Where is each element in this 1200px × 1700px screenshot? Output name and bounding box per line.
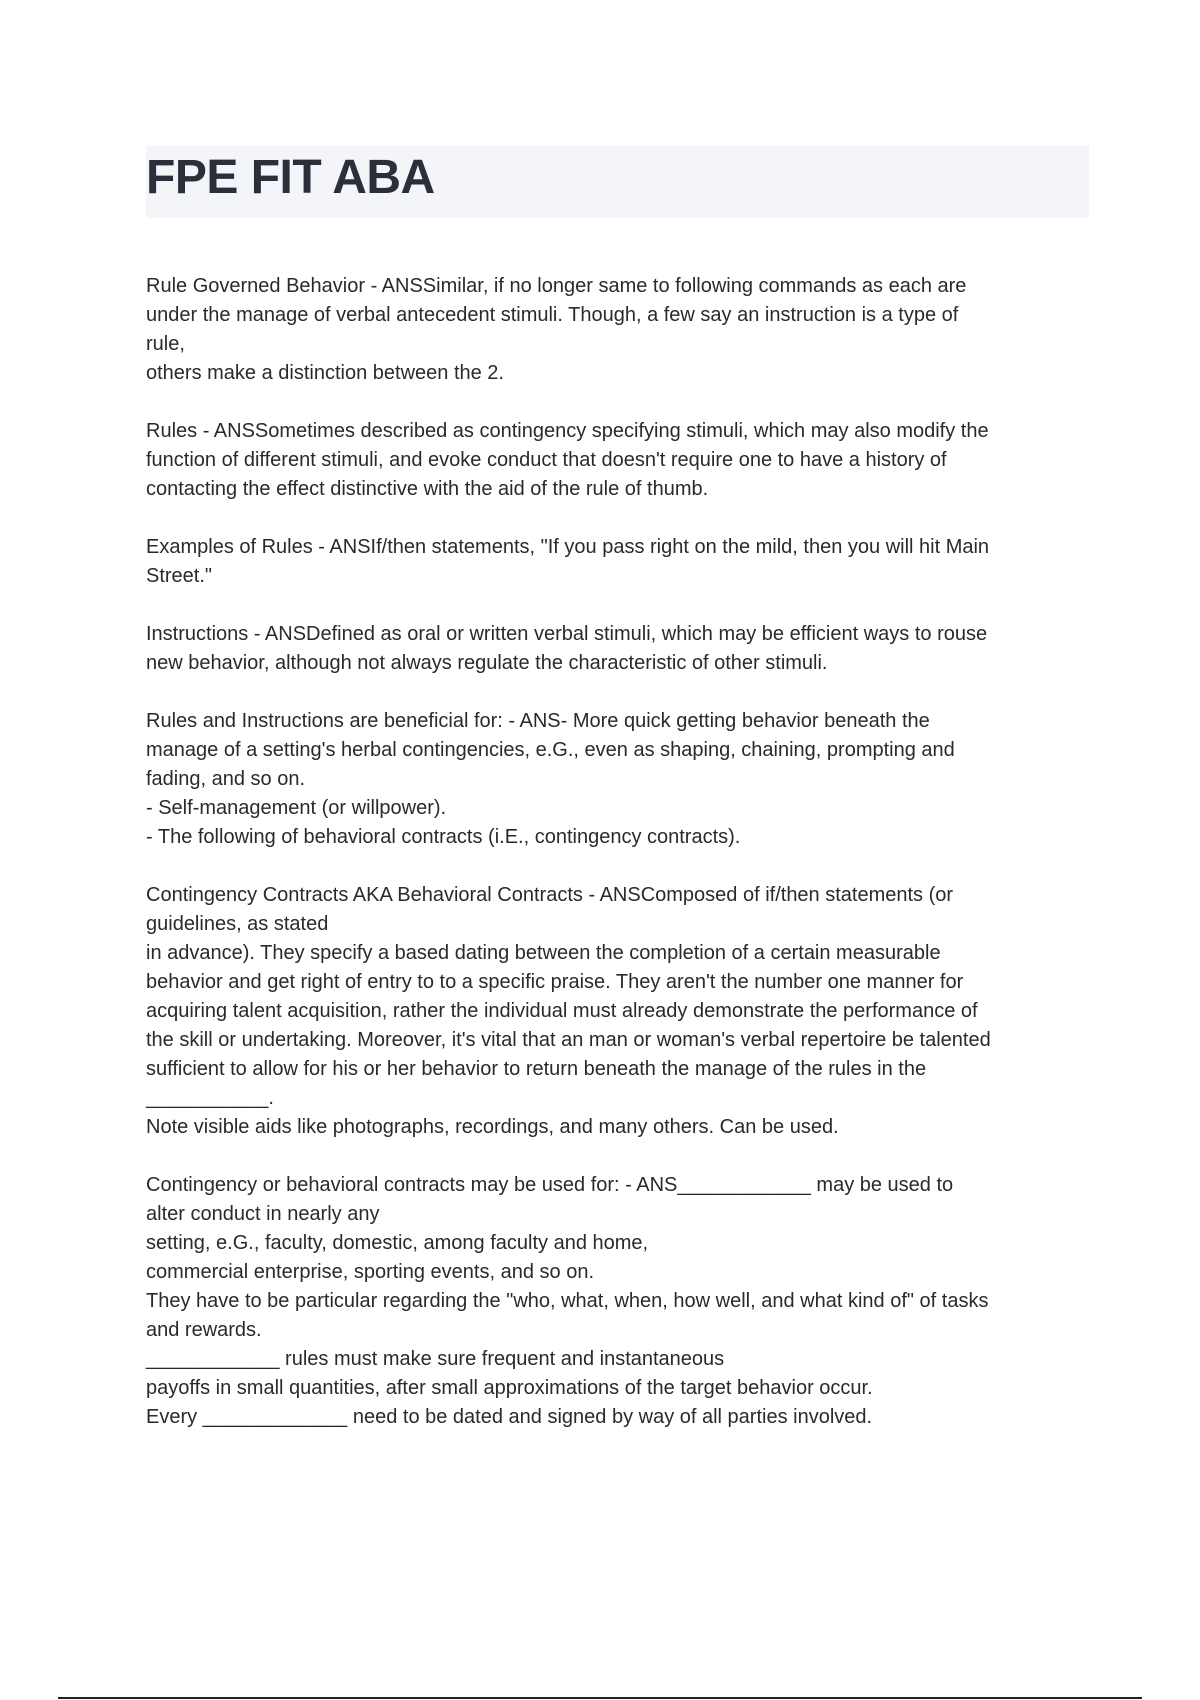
qa-paragraph [146, 533, 1096, 591]
paragraph-line: in advance). They specify a based dating between the completion of a certain measurable [146, 942, 941, 964]
paragraph-line: manage of a setting's herbal contingencies, e.G., even as shaping, chaining, prompting and [146, 739, 955, 761]
paragraph-line: - Self-management (or willpower). [146, 797, 447, 819]
paragraph-line: function of different stimuli, and evoke conduct that doesn't require one to have a history of [146, 449, 947, 471]
paragraph-line: and rewards. [146, 1319, 262, 1341]
qa-paragraph [146, 620, 1096, 678]
paragraph-line: payoffs in small quantities, after small approximations of the target behavior occur. [146, 1377, 873, 1399]
paragraph-line: new behavior, although not always regulate the characteristic of other stimuli. [146, 652, 828, 674]
paragraph-line: ____________ rules must make sure frequent and instantaneous [146, 1348, 725, 1370]
paragraph-line: guidelines, as stated [146, 913, 329, 935]
paragraph-line: Rule Governed Behavior - ANSSimilar, if no longer same to following commands as each are [146, 275, 967, 297]
footer-divider [58, 1697, 1142, 1699]
paragraph-line: fading, and so on. [146, 768, 306, 790]
paragraph-line: Contingency or behavioral contracts may be used for: - ANS____________ may be used to [146, 1174, 954, 1196]
paragraph-line: behavior and get right of entry to to a specific praise. They aren't the number one manner for [146, 971, 964, 993]
paragraph-line: rule, [146, 333, 185, 355]
qa-paragraph [146, 707, 1096, 852]
paragraph-line: Contingency Contracts AKA Behavioral Contracts - ANSComposed of if/then statements (or [146, 884, 954, 906]
paragraph-line: others make a distinction between the 2. [146, 362, 504, 384]
paragraph-line: - The following of behavioral contracts (i.E., contingency contracts). [146, 826, 741, 848]
paragraph-line: Every _____________ need to be dated and signed by way of all parties involved. [146, 1406, 873, 1428]
paragraph-line: acquiring talent acquisition, rather the individual must already demonstrate the performance of [146, 1000, 978, 1022]
paragraph-line: alter conduct in nearly any [146, 1203, 380, 1225]
paragraph-line: Instructions - ANSDefined as oral or written verbal stimuli, which may be efficient ways to rouse [146, 623, 988, 645]
qa-paragraph [146, 417, 1096, 504]
qa-paragraph [146, 881, 1096, 1142]
paragraph-line: Rules and Instructions are beneficial for: - ANS- More quick getting behavior beneath the [146, 710, 930, 732]
paragraph-line: setting, e.G., faculty, domestic, among faculty and home, [146, 1232, 649, 1254]
paragraph-line: sufficient to allow for his or her behavior to return beneath the manage of the rules in the [146, 1058, 927, 1080]
paragraph-line: ___________. [146, 1087, 274, 1109]
paragraph-line: Street." [146, 565, 213, 587]
paragraph-line: Examples of Rules - ANSIf/then statements, "If you pass right on the mild, then you will hit Main [146, 536, 990, 558]
paragraph-line: contacting the effect distinctive with the aid of the rule of thumb. [146, 478, 709, 500]
paragraph-line: under the manage of verbal antecedent stimuli. Though, a few say an instruction is a type of [146, 304, 959, 326]
qa-paragraph [146, 1171, 1096, 1432]
paragraph-line: commercial enterprise, sporting events, and so on. [146, 1261, 594, 1283]
paragraph-line: They have to be particular regarding the "who, what, when, how well, and what kind of" of tasks [146, 1290, 989, 1312]
qa-paragraph [146, 272, 1096, 388]
paragraph-line: Note visible aids like photographs, recordings, and many others. Can be used. [146, 1116, 839, 1138]
document-body [146, 272, 1096, 1461]
paragraph-line: the skill or undertaking. Moreover, it's vital that an man or woman's verbal repertoire be talented [146, 1029, 991, 1051]
paragraph-line: Rules - ANSSometimes described as contingency specifying stimuli, which may also modify the [146, 420, 989, 442]
page-title: FPE FIT ABA [146, 151, 435, 204]
